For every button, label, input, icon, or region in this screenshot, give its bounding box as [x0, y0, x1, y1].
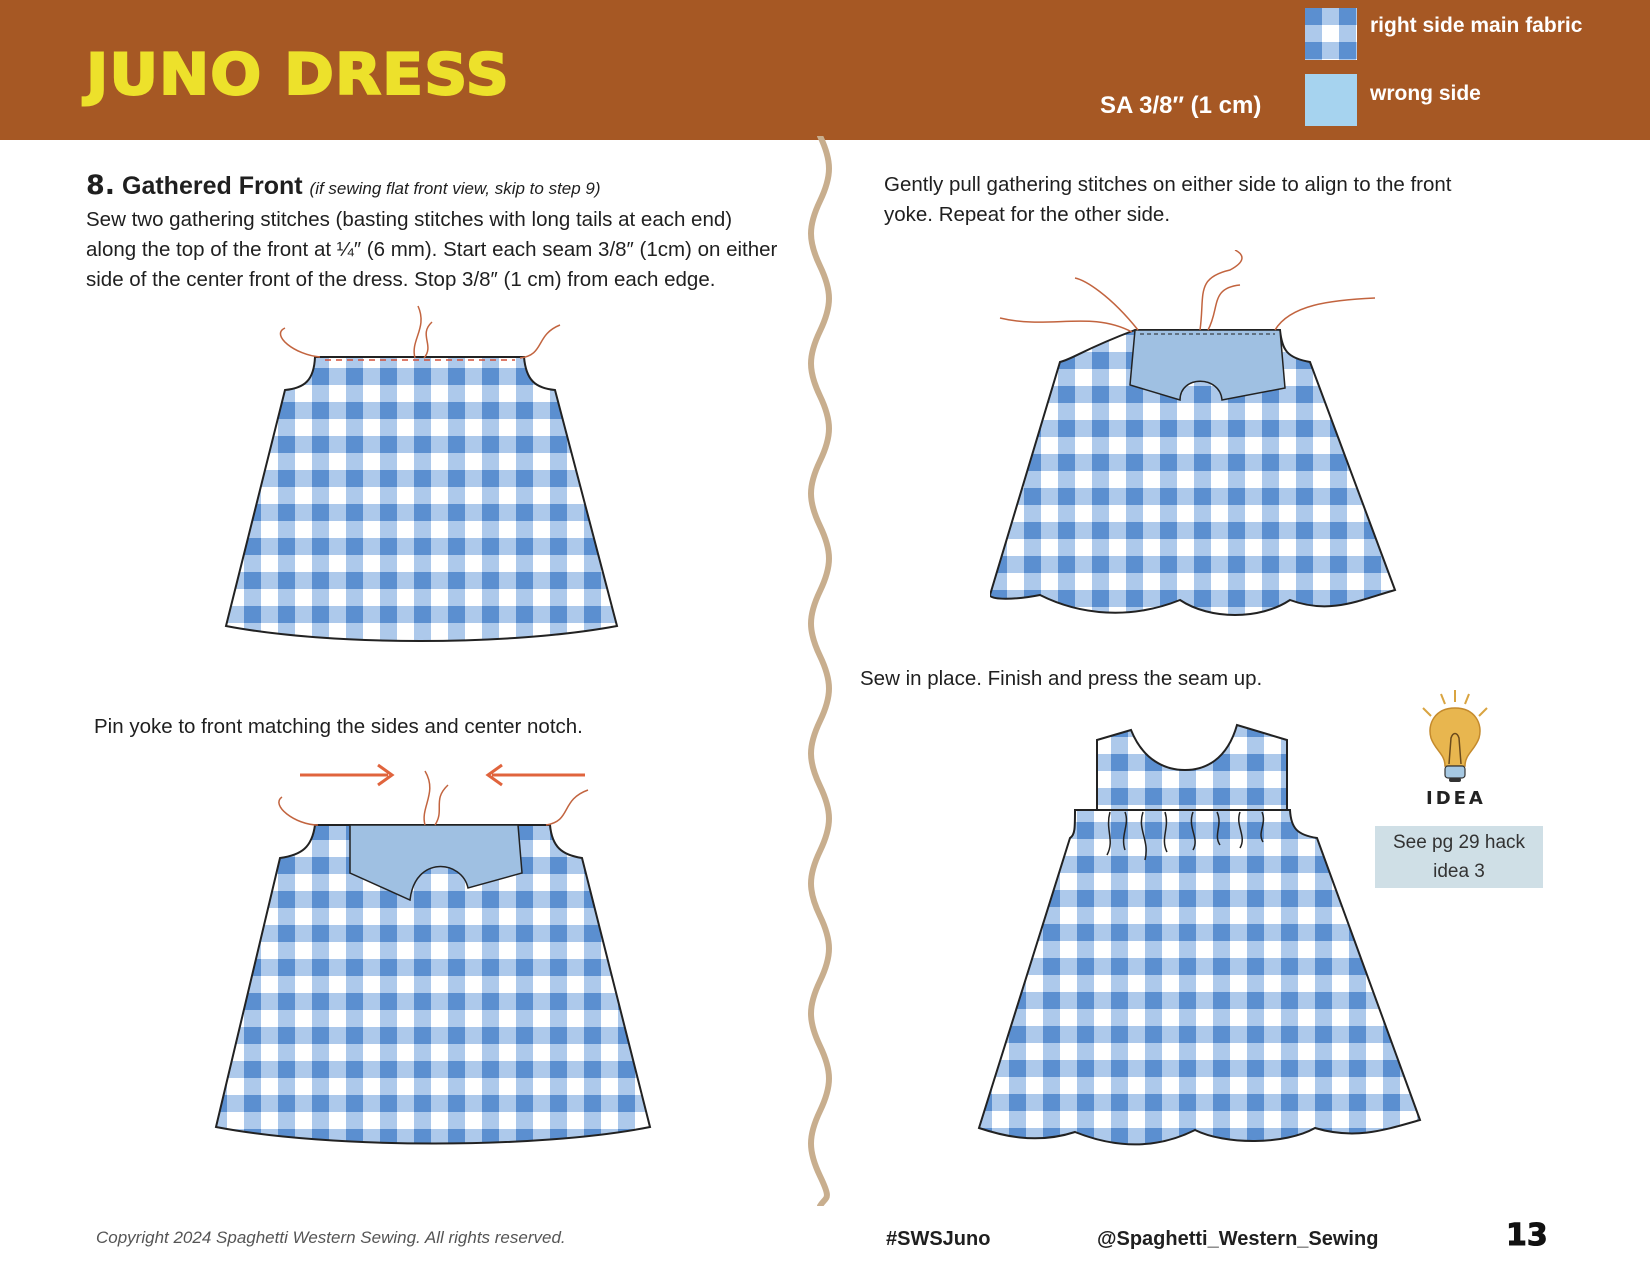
step-number: 8. — [86, 170, 116, 201]
step-note: (if sewing flat front view, skip to step 9) — [309, 179, 601, 198]
wrong-side-swatch — [1305, 74, 1357, 126]
step-heading — [86, 170, 601, 201]
legend-label-wrong-side: wrong side — [1370, 82, 1481, 105]
lightbulb-icon — [1415, 688, 1495, 788]
social-handle: @Spaghetti_Western_Sewing — [1097, 1228, 1379, 1250]
pull-gathering-illustration — [990, 250, 1410, 630]
front-gathering-illustration — [210, 300, 630, 650]
instruction-gathering: Sew two gathering stitches (basting stitches with long tails at each end) along the top of the front at ¼″ (6 mm). Start each seam 3/8″ (1cm) on either side of the center front of the dress. Stop 3/8″ (1 cm) from each edge. — [86, 208, 778, 291]
hashtag: #SWSJuno — [886, 1228, 991, 1250]
seam-allowance: SA 3/8″ (1 cm) — [1100, 92, 1262, 119]
gingham-swatch — [1305, 8, 1357, 60]
instruction-pull-gathering: Gently pull gathering stitches on either side to align to the front yoke. Repeat for the other side. — [884, 173, 1452, 226]
copyright: Copyright 2024 Spaghetti Western Sewing. All rights reserved. — [96, 1228, 566, 1247]
wavy-divider — [808, 136, 832, 1206]
instruction-sew-in-place: Sew in place. Finish and press the seam up. — [860, 667, 1263, 690]
idea-callout: See pg 29 hack idea 3 — [1375, 826, 1543, 888]
idea-label: IDEA — [1426, 788, 1486, 809]
legend-label-right-side: right side main fabric — [1370, 14, 1583, 37]
page-number: 13 — [1506, 1218, 1548, 1253]
step-title: Gathered Front — [122, 172, 303, 200]
instruction-pin-yoke: Pin yoke to front matching the sides and center notch. — [94, 715, 583, 738]
pin-yoke-illustration — [210, 755, 660, 1155]
page-title: JUNO DRESS — [86, 41, 510, 109]
finished-front-illustration — [975, 720, 1425, 1160]
header-bar — [0, 0, 1650, 140]
